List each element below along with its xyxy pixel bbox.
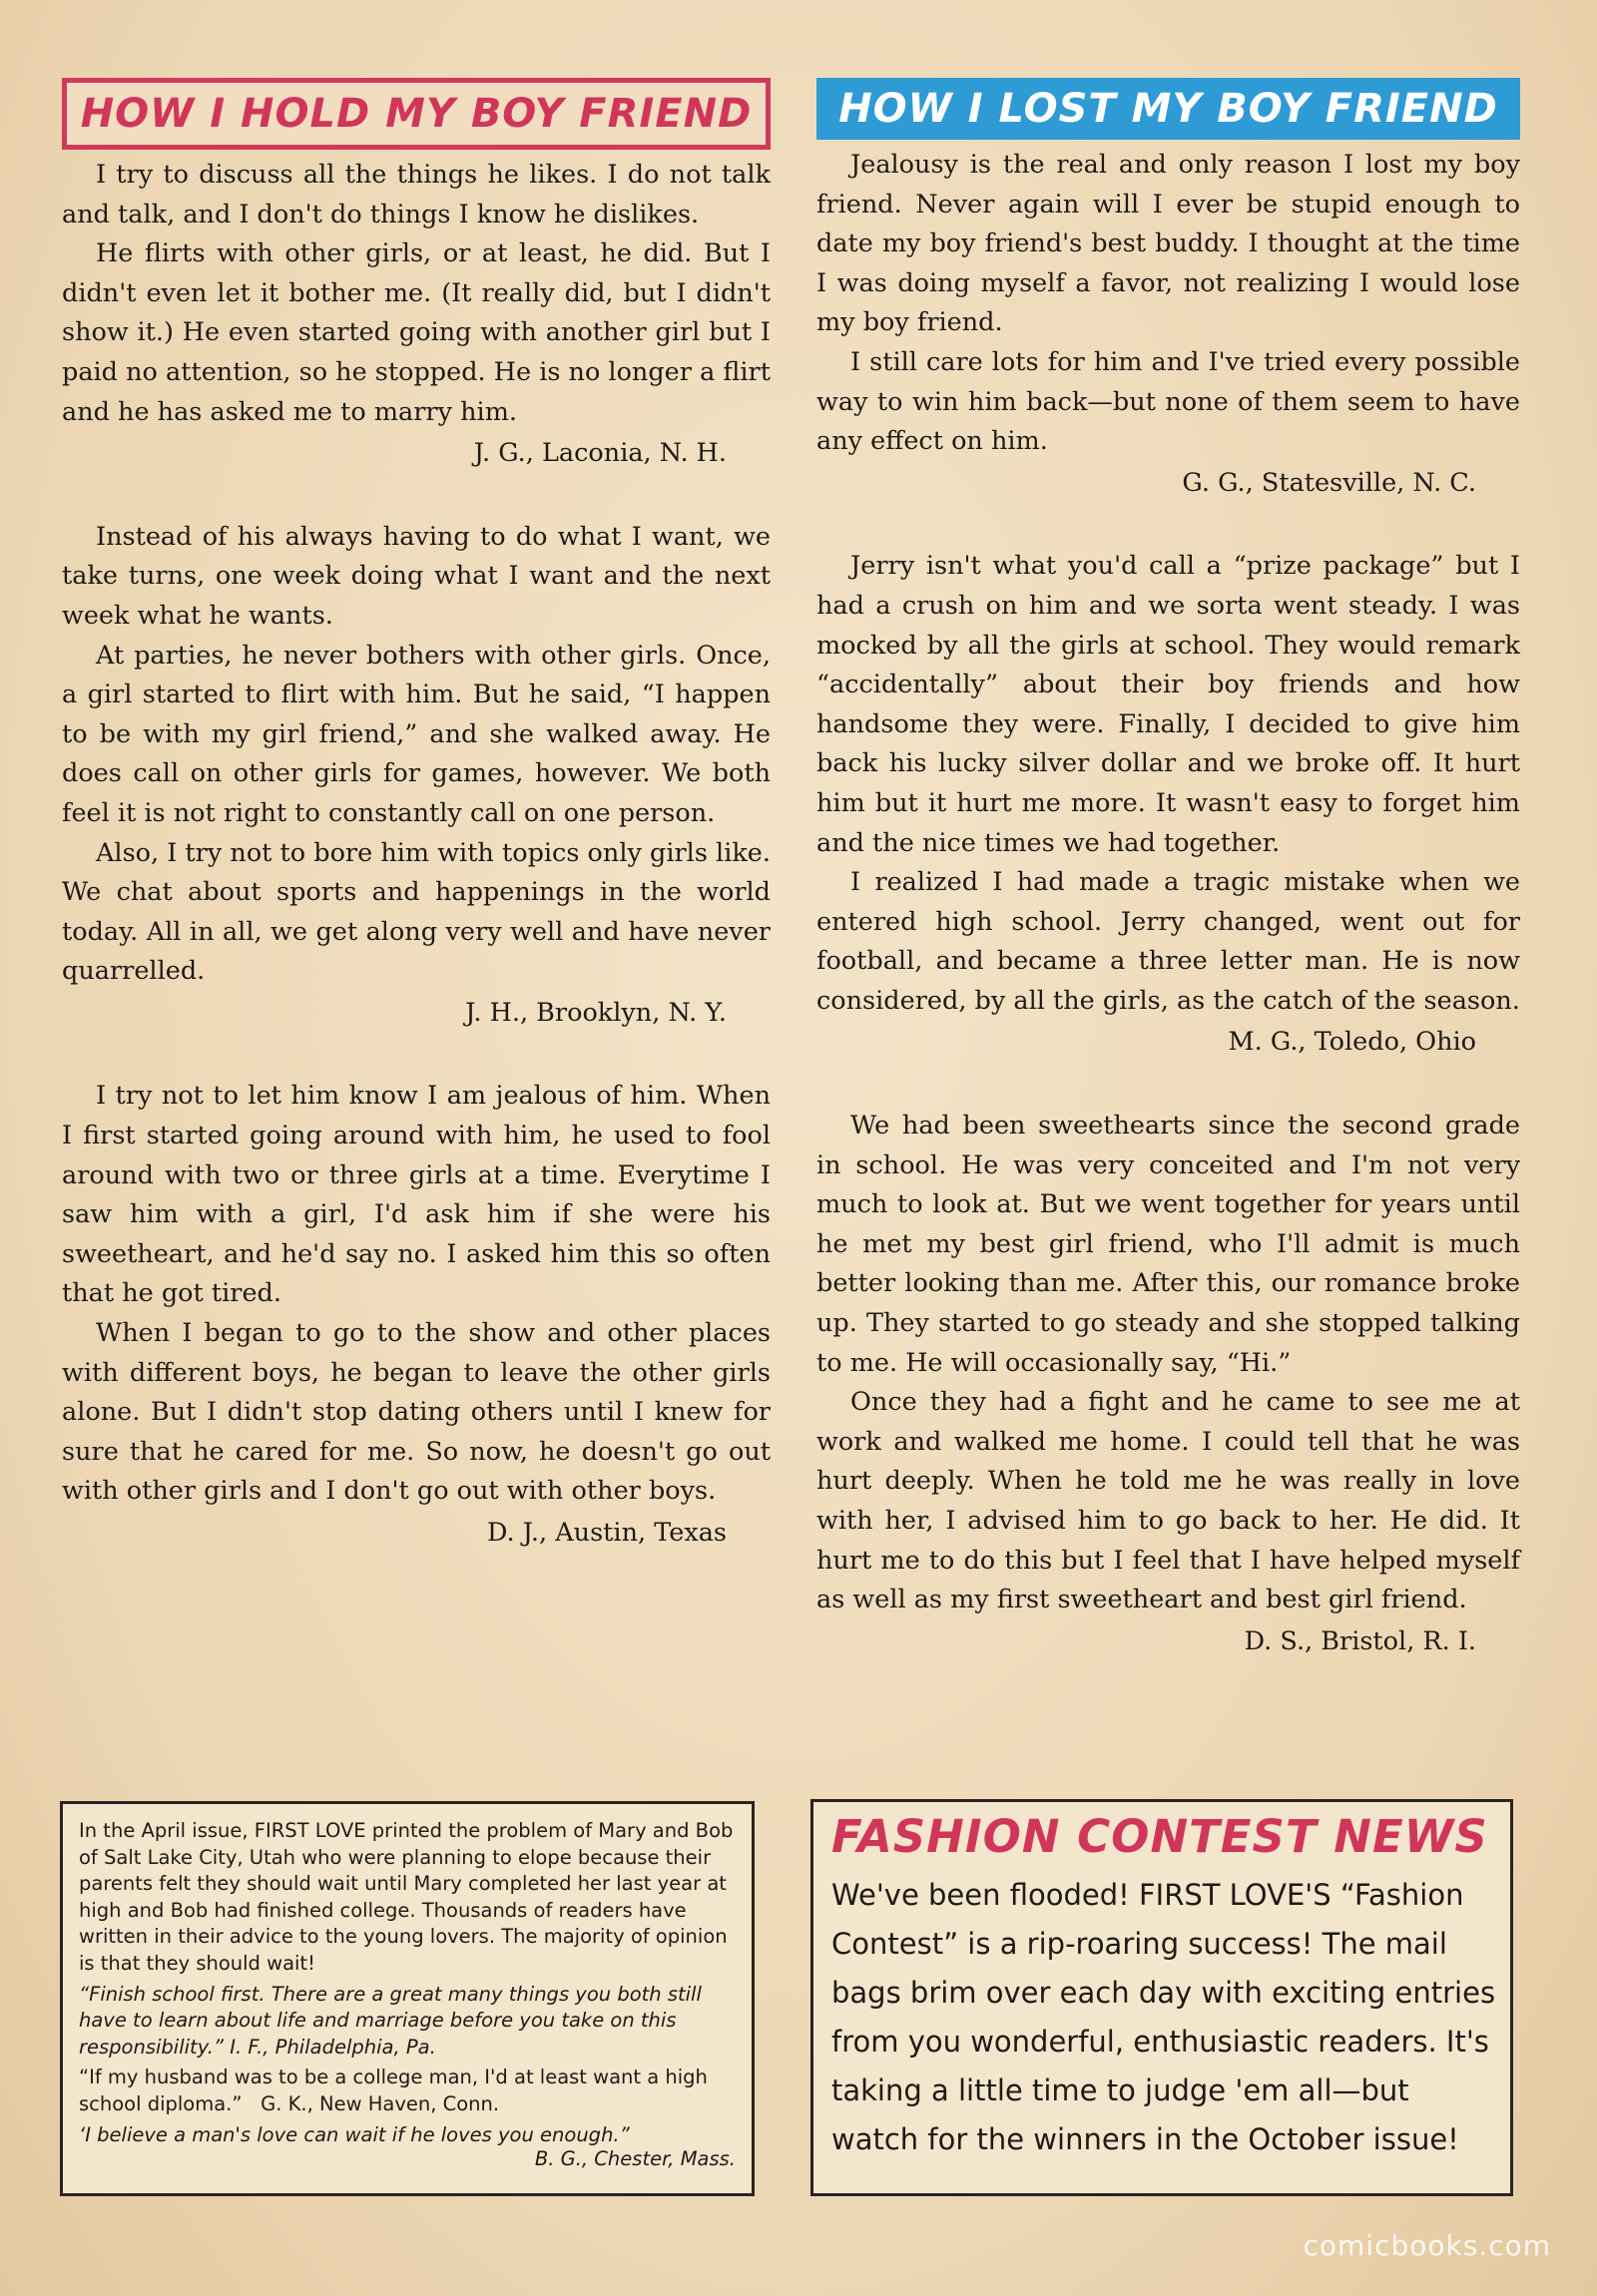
april-intro: In the April issue, FIRST LOVE printed the problem of Mary and Bob of Salt Lake City, Utah who were planning to elope because their parents felt they should wait until Mary completed her last year at high and Bob had finished college. Thousands of readers have written in their advice to the young lovers. The majority of opinion is that they should wait! [79,1819,734,1975]
letter-signature: D. S., Bristol, R. I. [1244,1625,1476,1656]
letter-paragraph: Once they had a fight and he came to see me at work and walked me home. I could tell that he was hurt deeply. When he told me he was really in love with her, I advised him to go back to her. He did. It hurt me to do this but I feel that I have helped myself as well as my first sweetheart and best girl friend. [816,1387,1520,1615]
letter-paragraph: We had been sweethearts since the second grade in school. He was very conceited and I'm not very much to look at. But we went together for years until he met my best girl friend, who I'll admit is much better looking than me. After this, our romance broke up. They started to go steady and she stopped talking to me. He will occasionally say, “Hi.” [816,1111,1520,1378]
quote-signature: B. G., Chester, Mass. [534,2147,736,2171]
reader-quote [79,2065,736,2117]
letter-paragraph: Jerry isn't what you'd call a “prize package” but I had a crush on him and we sorta went steady. I was mocked by all the girls at school. They would remark “accidentally” about their boy friends and how handsome they were. Finally, I decided to give him back his lucky silver dollar and we broke off. It hurt him but it hurt me more. It wasn't easy to forget him and the nice times we had together. [816,551,1520,858]
hold-boyfriend-title: HOW I HOLD MY BOY FRIEND [62,78,771,150]
lost-boyfriend-title: HOW I LOST MY BOY FRIEND [816,78,1520,140]
left-column [62,78,771,1562]
letter-signature: J. H., Brooklyn, N. Y. [465,997,727,1028]
hold-letters [62,156,771,1554]
letter-paragraph: He flirts with other girls, or at least, he did. But I didn't even let it bother me. (It really did, but I didn't show it.) He even started going with another girl but I paid no attention, so he stopped. He is no longer a flirt and he has asked me to marry him. [62,238,771,427]
fashion-contest-body: We've been flooded! FIRST LOVE'S “Fashion Contest” is a rip-roaring success! The mail bags brim over each day with exciting entries from you wonderful, enthusiastic readers. It's taking a little time to judge 'em all—but watch for the winners in the October issue! [831,1878,1496,2156]
letter-signature: G. G., Statesville, N. C. [1182,467,1476,498]
quote-text: “Finish school first. There are a great many things you both still have to learn about life and marriage before you take on this responsibility.” [79,1982,702,2059]
letter-paragraph: Jealousy is the real and only reason I lost my boy friend. Never again will I ever be stupid enough to date my boy friend's best buddy. I thought at the time I was doing myself a favor, not realizing I would lose my boy friend. [816,150,1520,338]
right-column [816,78,1520,1669]
letter-paragraph: I still care lots for him and I've tried every possible way to win him back—but none of them seem to have any effect on him. [816,346,1520,457]
fashion-contest-box [810,1799,1513,2196]
letter-paragraph: When I began to go to the show and other places with different boys, he began to leave the other girls alone. But I didn't stop dating others until I knew for sure that he cared for me. So now, he doesn't go out with other girls and I don't go out with other boys. [62,1318,771,1507]
quote-signature: I. F., Philadelphia, Pa. [230,2035,436,2059]
letter-paragraph: Also, I try not to bore him with topics only girls like. We chat about sports and happenings in the world today. All in all, we get along very well and have never quarrelled. [62,837,771,987]
letter-paragraph: I try not to let him know I am jealous of him. When I first started going around with him, he used to fool around with two or three girls at a time. Everytime I saw him with a girl, I'd ask him if she were his sweetheart, and he'd say no. I asked him this so often that he got tired. [62,1081,771,1309]
letter-signature: D. J., Austin, Texas [486,1518,727,1548]
letter-paragraph: I try to discuss all the things he likes. I do not talk and talk, and I don't do things I know he dislikes. [62,160,771,230]
fashion-contest-title: FASHION CONTEST NEWS [831,1810,1488,1863]
letter-paragraph: I realized I had made a tragic mistake when we entered high school. Jerry changed, went out for football, and became a three letter man. He is now considered, by all the girls, as the catch of the season. [816,867,1520,1016]
reader-quote: ‘I believe a man's love can wait if he loves you enough.” [79,2122,630,2146]
quote-signature: G. K., New Haven, Conn. [261,2091,500,2115]
letter-signature: M. G., Toledo, Ohio [1228,1027,1476,1058]
quote-text: “If my husband was to be a college man, I'd at least want a high school diploma.” [79,2066,708,2115]
reader-quote [79,1982,736,2062]
letter-signature: J. G., Laconia, N. H. [473,438,727,469]
lost-letters [816,146,1520,1661]
letter-paragraph: At parties, he never bothers with other girls. Once, a girl started to flirt with him. But he said, “I happen to be with my girl friend,” and she walked away. He does call on other girls for games, however. We both feel it is not right to constantly call on one person. [62,640,771,828]
watermark: comicbooks.com [1303,2229,1551,2262]
letter-paragraph: Instead of his always having to do what I want, we take turns, one week doing what I want and the next week what he wants. [62,521,771,631]
april-issue-box [60,1801,755,2196]
